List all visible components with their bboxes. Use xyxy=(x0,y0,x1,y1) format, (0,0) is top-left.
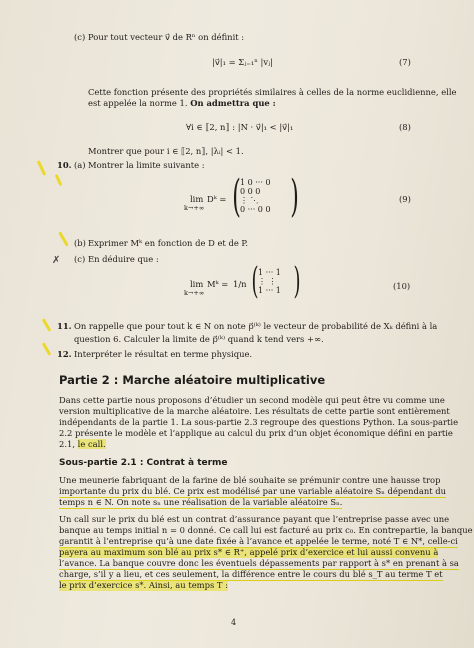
paragraph-line: Cette fonction présente des propriétés similaires à celles de la norme euclidienne, elle xyxy=(88,87,457,97)
highlight-mark xyxy=(42,318,52,332)
paragraph-line: Montrer que pour i ∈ ⟦2, n⟧, |λᵢ| < 1. xyxy=(88,146,244,156)
item-text: Montrer la limite suivante : xyxy=(88,160,205,170)
matrix-bracket: ( xyxy=(232,171,241,222)
equation-number: (8) xyxy=(399,122,411,132)
question-number: 11. xyxy=(57,321,72,331)
formula: Dᵏ = xyxy=(207,194,227,204)
paragraph-line: temps n ∈ N. On note sₙ une réalisation de la variable aléatoire Sₙ. xyxy=(59,497,343,507)
paragraph-line: importante du prix du blé. Ce prix est modélisé par une variable aléatoire Sₙ dépendant du xyxy=(59,486,447,496)
paragraph-line: On rappelle que pour tout k ∈ N on note p⃗⁽ᵏ⁾ le vecteur de probabilité de Xₖ défini à la xyxy=(74,321,438,331)
limit-symbol: lim xyxy=(190,194,204,204)
paragraph-line: le prix d’exercice s*. Ainsi, au temps T : xyxy=(59,580,229,590)
pencil-cross-mark: ✗ xyxy=(52,255,61,266)
section-title: Partie 2 : Marche aléatoire multiplicative xyxy=(59,373,326,387)
paragraph-line: est appelée la norme 1. On admettra que : xyxy=(88,98,276,108)
question-number: 10. xyxy=(57,160,72,170)
formula: Mᵏ = xyxy=(207,279,229,289)
matrix: 1 ··· 1 ⋮ ⋮ 1 ··· 1 xyxy=(258,268,281,295)
item-text: En déduire que : xyxy=(88,254,159,264)
equation-number: (10) xyxy=(393,281,411,291)
subsection-title: Sous-partie 2.1 : Contrat à terme xyxy=(59,458,228,468)
paragraph-line: 2.1, le call. xyxy=(59,439,106,449)
highlight-mark xyxy=(58,231,69,246)
matrix: 1 0 ··· 0 0 0 0 ⋮ ⋱ 0 ··· 0 0 xyxy=(240,178,271,214)
item-label: (b) xyxy=(74,238,86,248)
paragraph-line: version multiplicative de la marche aléatoire. Les résultats de cette partie sont entièrement xyxy=(59,406,450,416)
paragraph-line: Une meunerie fabriquant de la farine de blé souhaite se prémunir contre une hausse trop xyxy=(59,475,441,485)
paragraph-line: question 6. Calculer la limite de p⃗⁽ᵏ⁾ quand k tend vers +∞. xyxy=(74,334,324,344)
matrix-bracket: ( xyxy=(251,261,259,302)
highlight-mark xyxy=(55,174,63,186)
paragraph-line: indépendants de la partie 1. La sous-partie 2.3 regroupe des questions Python. La sous-partie xyxy=(59,417,459,427)
item-label: (a) xyxy=(74,160,86,170)
matrix-bracket: ) xyxy=(290,171,299,222)
page-number: 4 xyxy=(231,618,237,627)
paragraph-line: payera au maximum son blé au prix s* ∈ R⁺, appelé prix d’exercice et lui aussi convenu à xyxy=(59,547,439,557)
paragraph-line: banque au temps initial n = 0 donné. Ce call lui est facturé au prix c₀. En contrepartie, la banque xyxy=(59,525,473,535)
item-label: (c) xyxy=(74,254,86,264)
limit-symbol: lim xyxy=(190,279,204,289)
equation-number: (7) xyxy=(399,57,411,67)
paragraph-line: charge, s’il y a lieu, et ces seulement, la différence entre le cours du blé s_T au terme T et xyxy=(59,569,443,579)
item-text: Pour tout vecteur v⃗ de Rⁿ on définit : xyxy=(88,32,245,42)
paragraph-line: Dans cette partie nous proposons d’étudier un second modèle qui peut être vu comme une xyxy=(59,395,445,405)
formula: ∀i ∈ ⟦2, n⟧ : |N · v⃗|₁ < |v⃗|₁ xyxy=(186,122,294,132)
limit-subscript: k→+∞ xyxy=(184,204,205,212)
formula: |v⃗|₁ = Σⱼ₌₁ⁿ |vⱼ| xyxy=(212,57,274,67)
fraction: 1/n xyxy=(233,279,247,289)
paragraph-line: l’avance. La banque couvre donc les éventuels dépassements par rapport à s* en prenant à sa xyxy=(59,558,459,568)
equation-number: (9) xyxy=(399,194,411,204)
paragraph-line: Interpréter le résultat en terme physique. xyxy=(74,349,253,359)
question-number: 12. xyxy=(57,349,72,359)
item-text: Exprimer Mᵏ en fonction de D et de P. xyxy=(88,238,249,248)
matrix-bracket: ) xyxy=(293,261,301,302)
paragraph-line: garantit à l’entreprise qu’à une date fixée à l’avance et appelée le terme, noté T ∈ N*, celle-ci xyxy=(59,536,458,546)
highlight-mark xyxy=(37,160,46,176)
paragraph-line: Un call sur le prix du blé est un contrat d’assurance payant que l’entreprise passe avec une xyxy=(59,514,450,524)
paragraph-line: 2.2 présente le modèle et l’applique au calcul du prix d’un objet économique défini en partie xyxy=(59,428,453,438)
highlight-mark xyxy=(42,342,52,356)
limit-subscript: k→+∞ xyxy=(184,289,205,297)
item-label: (c) xyxy=(74,32,86,42)
